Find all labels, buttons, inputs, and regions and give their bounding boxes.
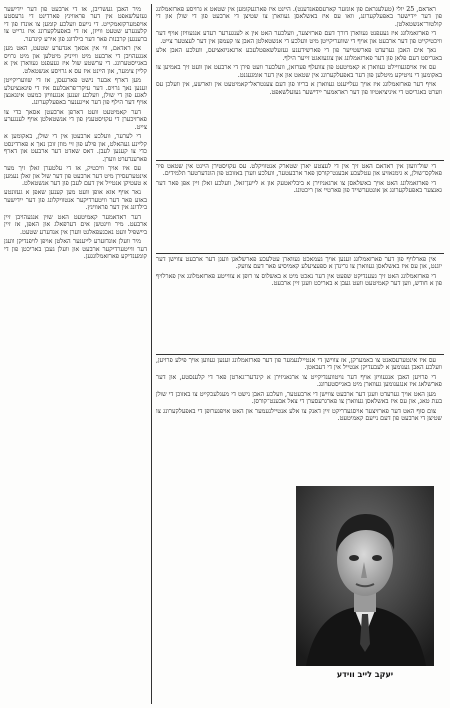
paragraph: מען האט אויך גערעדט וועגן דער ארבעט צווישן די ארבעטער, וועלכע האבן נישט די מעגלעכקייט צו באזוכן די שולן בעת טאג, און עס איז באשלאסן געווארן צו פארגרעסערן די צאל אבענט־קורסן. <box>156 390 442 406</box>
paragraph: די שול־וועזן אין ראדאם האט זיך אין די לעצטע יארן שטארק אנטוויקלט. עס עקזיסטירן היינט אין שטאט פיר פאלקס־שולן, א גימנאזיע און עטלעכע אבענט־קורסן פאר ארבעטער, וועלכע ווערן באזוכט פון הונדערטער תלמידים. <box>156 163 442 178</box>
paragraph: עס איז אינטערעסאנט צו באמערקן, אז צווישן די אנטיילנעמער פון דער פארזאמלונג זענען געווען אויך פילע פרויען, וועלכע האבן גענומען א לעבעדיקן אנטייל אין די דעבאטן. <box>156 357 442 372</box>
paragraph: מיר האבן געשריבן, אז די ארבעט פון דער יידישער געזעלשאפט אין דער פראווינץ פארדינט די גרעסטע אויפמערקזאמקייט. די נייעס וועלכע קומען צו אונדז פון די קלענערע שטעט ווייזן, אז די באפעלקערונג איז גרייט צו ברענגען קרבנות פאר דער בילדונג פון אירע קינדער. <box>4 6 147 43</box>
column-divider <box>156 160 444 161</box>
paragraph: די לערער, וועלכע ארבעטן אין די שולן, באקומען א קליינע געהאלט, און פילע פון זיי מוזן זוכן נאך א פארדינסט כדי צו קענען לעבן. דאס שאדט דער ארבעט און דארף פארענדערט ווערן. <box>4 133 147 163</box>
paragraph: אין ראדאם, ווי אין אסאך אנדערע שטעט, האט מען אנגעהויבן די ארבעט מיט ווייניק מיטלען און מיט גרויס באגייסטערונג. די ערשטע שול איז געעפנט געווארן אין א קליין צימער, און היינט איז עס א גרויסע אנשטאלט. <box>4 45 147 75</box>
paragraph: עס איז אויך וויכטיק, אז די עלטערן זאלן זיך מער אינטערעסירן מיט דער ארבעט פון דער שול און זאלן נעמען א טעטיקן אנטייל אין דעם לעבן פון דער אנשטאלט. <box>4 165 147 187</box>
column-divider <box>156 354 444 355</box>
article-column-right-lower <box>156 256 442 352</box>
paragraph: אין פארלויף פון דער פארזאמלונג זענען אויך געמאכט געווארן עטלעכע פארשלאגן וועגן דער ארבעט צווישן דער יוגנט, און עס איז באשלאסן געווארן צו גרינדן א ספעציעלע קאמיסיע פאר דעם צוועק. <box>156 256 442 271</box>
paragraph: די פארזאמלונג איז געעפנט געווארן דורך דעם פארזיצער, וועלכער האט אין א לענגערער רעדע אנגעוויזן אויף דער וויכטיקייט פון דער ארבעט און אויף די שוועריקייטן מיט וועלכע די אנשטאלטן האבן צו קעמפן אין דער לעצטער צייט. <box>156 30 442 45</box>
paragraph: די פרויען האבן אנגעוויזן אויף דער נויטווענדיקייט צו ארגאניזירן א קינדער־גארטן פאר די קלענסטע, און דער פארשלאג איז אנגענומען געווארן מיט באגייסטערונג. <box>156 373 442 389</box>
paragraph: דער ראדאמער קאמיטעט האט שוין אנגעהויבן זיין ארבעט. מיר ווינטשן אים דערפאלג און האפן, אז זיין ביישפיל וועט נאכגעפאלגט ווערן אין אנדערע שטעט. <box>4 213 147 236</box>
column-divider <box>156 253 444 254</box>
paragraph: נאר אויף אזא אופן וועט מען קענען שאפן א געזונטע באזע פאר דער וויטערדיקער אנטוויקלונג פון דער יידישער בילדונג אין דער פראווינץ. <box>4 189 147 212</box>
vertical-column-rule <box>151 4 152 704</box>
article-column-left <box>4 6 147 704</box>
photo-caption: יעקב לייב ווידע <box>336 670 394 679</box>
article-column-right-middle <box>156 163 442 251</box>
portrait-image <box>296 486 434 666</box>
paragraph: צום סוף האט דער פארזיצער אויסגעדריקט זיין דאנק צו אלע אנטיילנעמער און האט אויפגערופן די באפעלקערונג צו שטיצן די ארבעט פון דעם נייעם קאמיטעט. <box>156 407 442 423</box>
paragraph: עס איז אויסגעוויילט געווארן א קאמיטעט פון צוועלף פערזאן, וועלכער וועט פירן די ארבעט און וועט זיך באמיען צו באקומען די נויטיקע מיטלען פון דער באפעלקערונג אין שטאט און אין דער אומגעגנט. <box>156 64 442 79</box>
paragraph: ראדאם, 25 יולי (טעלעגראם פון אונזער קארעספאנדענט). היינט איז פארגעקומען אין שטאט א גרויסע פארזאמלונג פון דער יידישער באפעלקערונג, וואו עס איז באשלאסן געווארן צו שטיצן די ארבעט פון די שולן און די קולטור־אנשטאלטן. <box>156 6 442 28</box>
paragraph: די פארזאמלונג האט זיך געענדיקט שפעט אין דער נאכט מיט א באשלוס צו רופן א צווייטע פארזאמלונג אין פארלויף פון א חודש, ווען דער קאמיטעט וועט געבן א באריכט וועגן זיין ארבעט. <box>156 272 442 288</box>
article-column-right-top <box>156 6 442 158</box>
paragraph: דער קאמיטעט וועט דארפן ארבעטן אסאך כדי צו פארזיכערן די עקזיסטענץ פון די אנשטאלטן אויף לענגערע צייט. <box>4 108 147 131</box>
paragraph: מיר וועלן אונדזערע לייענער האלטן אויפן לויפנדיקן וועגן דער ווייטערדיקער ארבעט און וועלן געבן באריכטן פון די קומענדיקע פארזאמלונגען. <box>4 238 147 261</box>
portrait-photo <box>296 486 434 666</box>
paragraph: די פארזאמלונג האט אויך באשלאסן צו ארגאניזירן א ביבליאטעק און א לייען־זאל, וועלכע זאלן זיין אפן פאר דער גאנצער באפעלקערונג אן אונטערשייד פון פארטיי און ריכטונג. <box>156 179 442 195</box>
paragraph: אויף דער פארזאמלונג איז אויך געלייענט געווארן א בריוו פון דעם צענטראל־קאמיטעט אין ווארשע, אין וועלכן עס ווערט באגריסט די איניציאטיוו פון דער ראדאמער יידישער געזעלשאפט. <box>156 81 442 96</box>
paragraph: נאך אים האבן גערעדט פארשטייער פון די פארשידענע געזעלשאפטלעכע ארגאניזאציעס, וועלכע האבן אלע באגריסט דעם פלאן פון דער פארזאמלונג און צוגעזאגט זייער הילף. <box>156 47 442 62</box>
paragraph: מען דארף אבער נישט פארגעסן, אז די שוועריקייטן זענען נאך גרויס. דער עיקר־פראבלעם איז די פינאנציעלע לאגע פון די שולן, וועלכע זענען אנגעוויזן כמעט אינגאנצן אויף דער הילף פון דער אייגענער באפעלקערונג. <box>4 77 147 107</box>
article-column-right-bottom <box>156 357 442 477</box>
